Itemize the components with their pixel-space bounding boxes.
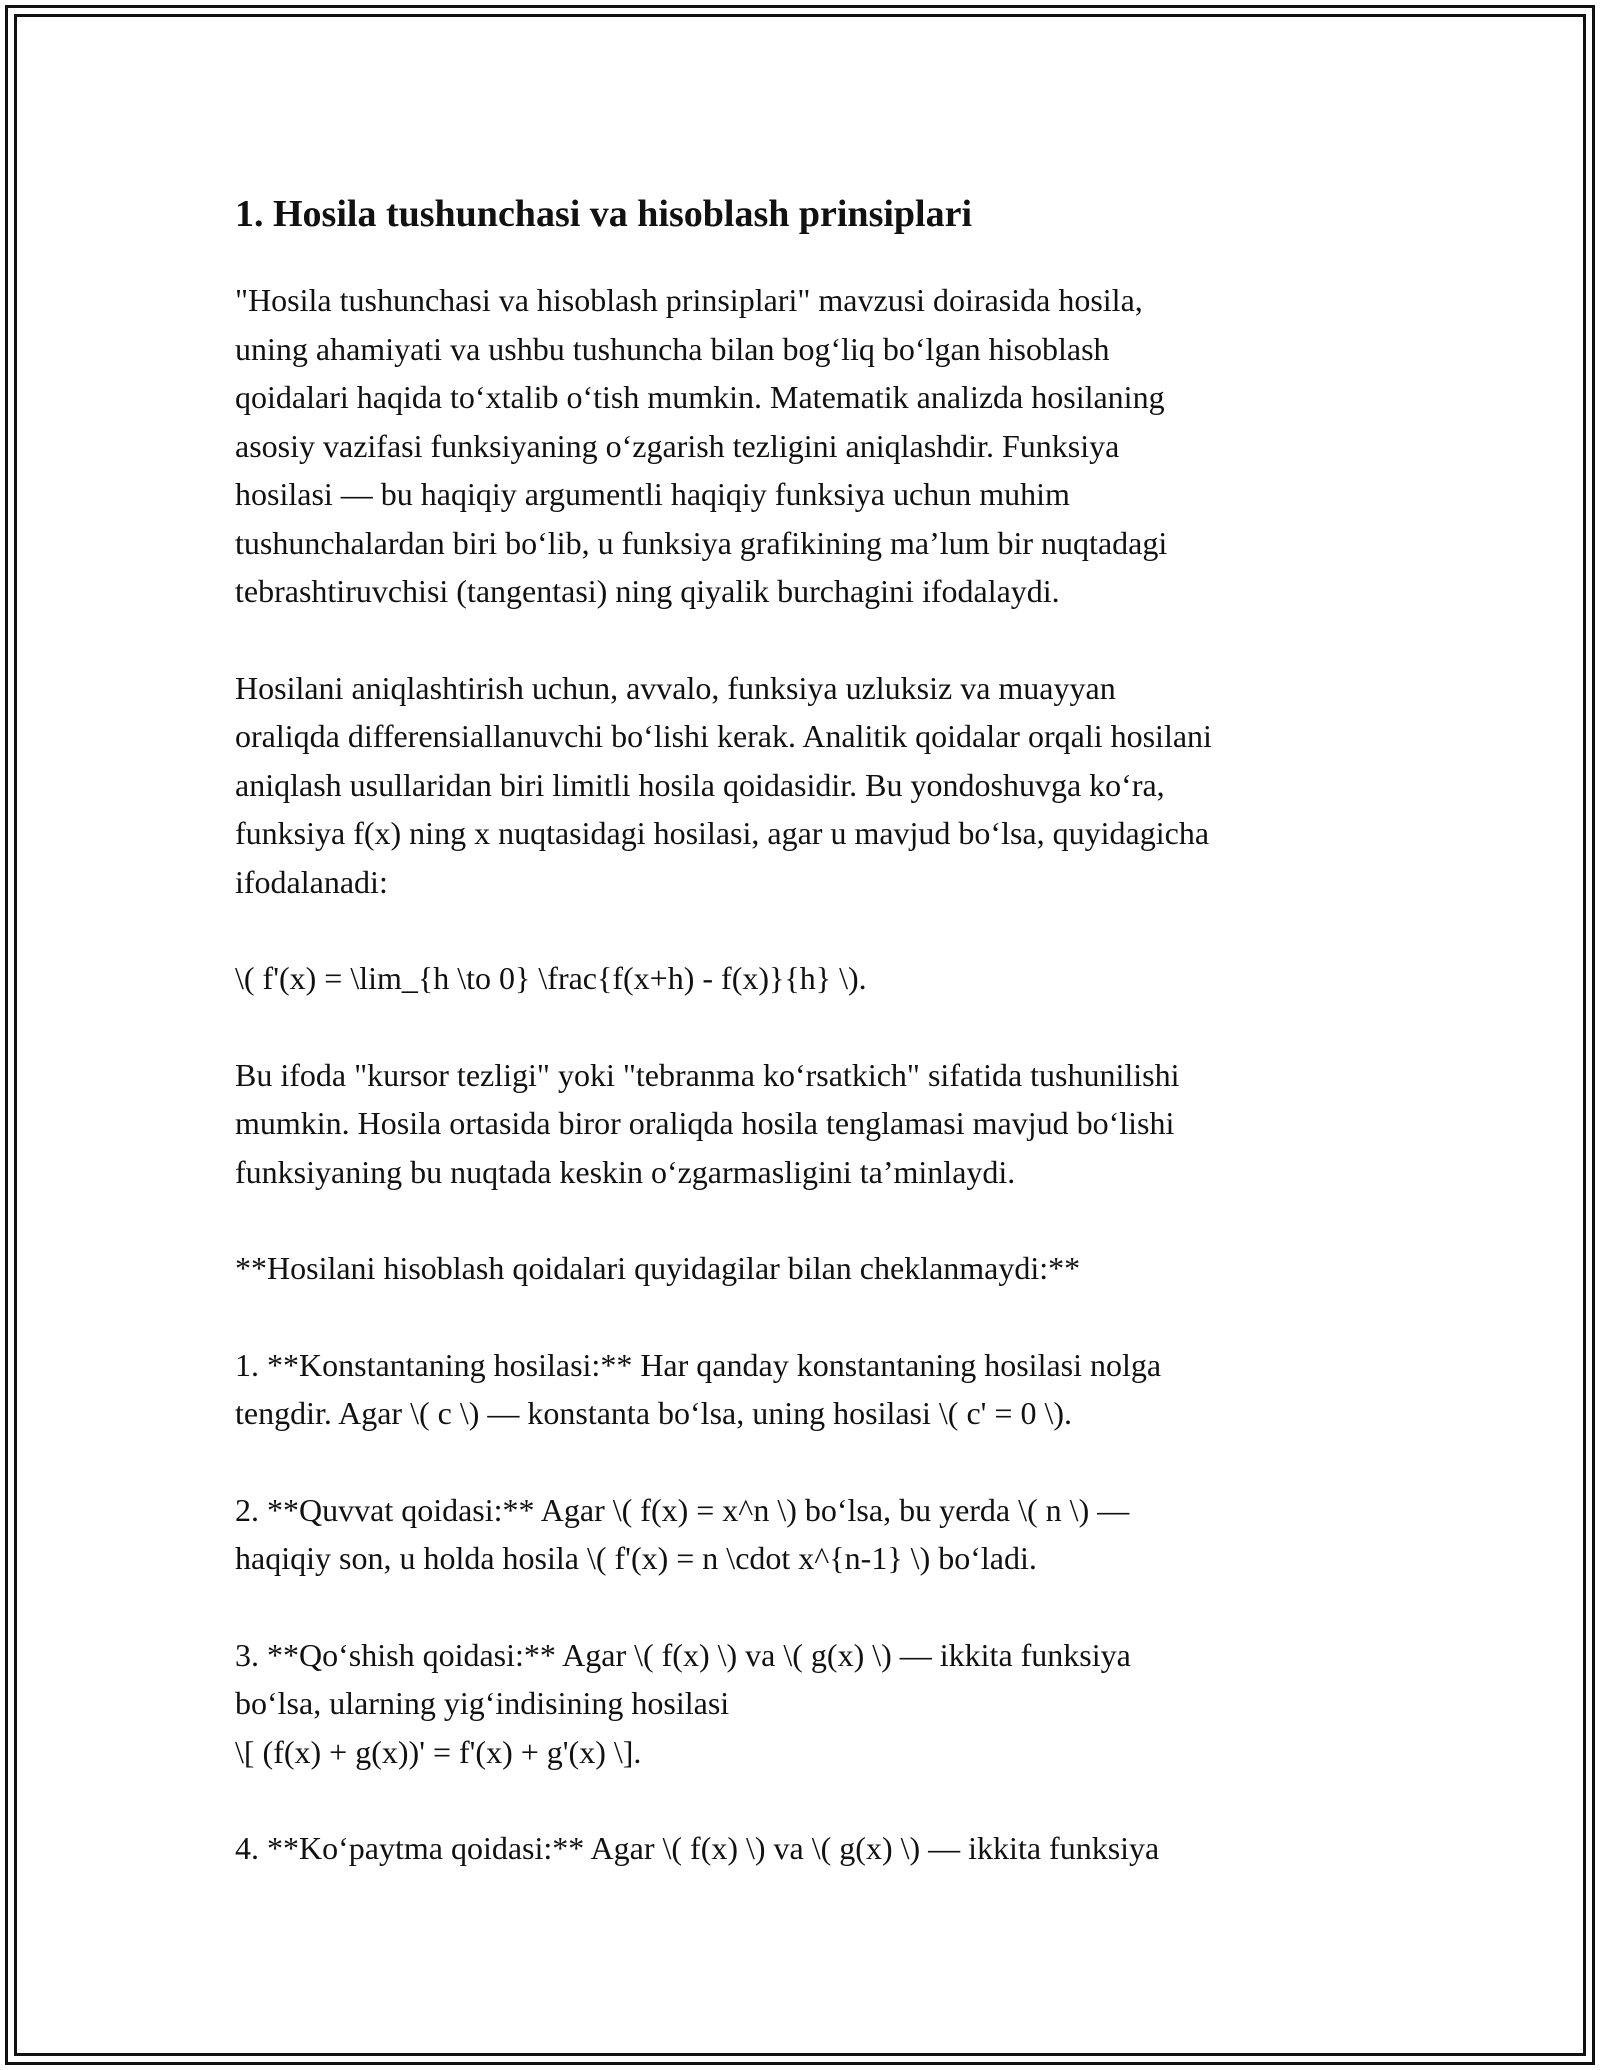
text-line: qoidalari haqida to‘xtalib o‘tish mumkin. Matematik analizda hosilaning: [235, 379, 1165, 415]
text-line: bo‘lsa, ularning yig‘indisining hosilasi: [235, 1685, 730, 1721]
formula-limit: [235, 954, 1365, 1003]
paragraph-interpretation: [235, 1051, 1365, 1197]
text-line: haqiqiy son, u holda hosila \( f'(x) = n \cdot x^{n-1} \) bo‘ladi.: [235, 1540, 1037, 1576]
text-line: 2. **Quvvat qoidasi:** Agar \( f(x) = x^n \) bo‘lsa, bu yerda \( n \) —: [235, 1491, 1130, 1528]
text-line: **Hosilani hisoblash qoidalari quyidagilar bilan cheklanmaydi:**: [235, 1250, 1081, 1286]
text-line: oraliqda differensiallanuvchi bo‘lishi kerak. Analitik qoidalar orqali hosilani: [235, 718, 1212, 754]
text-line: 4. **Ko‘paytma qoidasi:** Agar \( f(x) \) va \( g(x) \) — ikkita funksiya: [235, 1830, 1160, 1866]
rule-constant: [235, 1341, 1365, 1438]
rule-power: [235, 1486, 1365, 1583]
text-line: 3. **Qo‘shish qoidasi:** Agar \( f(x) \) va \( g(x) \) — ikkita funksiya: [235, 1636, 1131, 1673]
formula-line: \[ (f(x) + g(x))' = f'(x) + g'(x) \].: [235, 1733, 642, 1770]
text-line: Hosilani aniqlashtirish uchun, avvalo, funksiya uzluksiz va muayyan: [235, 669, 1116, 706]
paragraph-intro: [235, 276, 1365, 616]
text-line: Bu ifoda "kursor tezligi" yoki "tebranma ko‘rsatkich" sifatida tushunilishi: [235, 1056, 1180, 1093]
text-line: tushunchalardan biri bo‘lib, u funksiya grafikining ma’lum bir nuqtadagi: [235, 524, 1168, 561]
rule-sum: [235, 1631, 1365, 1777]
text-line: "Hosila tushunchasi va hisoblash prinsiplari" mavzusi doirasida hosila,: [235, 282, 1143, 318]
text-line: hosilasi — bu haqiqiy argumentli haqiqiy funksiya uchun muhim: [235, 476, 1070, 512]
text-line: 1. **Konstantaning hosilasi:** Har qanday konstantaning hosilasi nolga: [235, 1346, 1162, 1383]
text-line: uning ahamiyati va ushbu tushuncha bilan bog‘liq bo‘lgan hisoblash: [235, 330, 1110, 367]
text-line: asosiy vazifasi funksiyaning o‘zgarish tezligini aniqlashdir. Funksiya: [235, 427, 1120, 464]
rules-intro: [235, 1244, 1365, 1293]
formula-line: \( f'(x) = \lim_{h \to 0} \frac{f(x+h) - f(x)}{h} \).: [235, 960, 867, 996]
paragraph-definition: [235, 664, 1365, 907]
text-line: tebrashtiruvchisi (tangentasi) ning qiyalik burchagini ifodalaydi.: [235, 573, 1060, 609]
text-line: funksiya f(x) ning x nuqtasidagi hosilasi, agar u mavjud bo‘lsa, quyidagicha: [235, 815, 1210, 851]
section-heading: 1. Hosila tushunchasi va hisoblash prinsiplari: [235, 193, 973, 235]
text-line: aniqlash usullaridan biri limitli hosila qoidasidir. Bu yondoshuvga ko‘ra,: [235, 766, 1165, 803]
text-line: funksiyaning bu nuqtada keskin o‘zgarmasligini ta’minlaydi.: [235, 1153, 1016, 1190]
document-body: [235, 188, 1365, 1921]
text-line: tengdir. Agar \( c \) — konstanta bo‘lsa, uning hosilasi \( c' = 0 \).: [235, 1395, 1072, 1431]
text-line: ifodalanadi:: [235, 863, 388, 900]
text-line: mumkin. Hosila ortasida biror oraliqda hosila tenglamasi mavjud bo‘lishi: [235, 1105, 1175, 1141]
rule-product: [235, 1824, 1365, 1873]
